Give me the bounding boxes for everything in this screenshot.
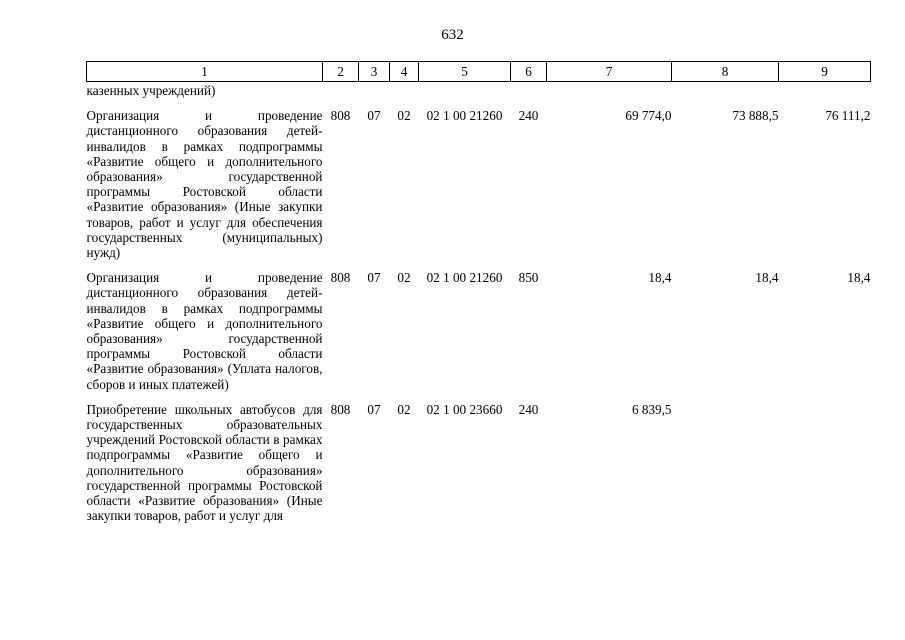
- row-col-3: 07: [367, 108, 381, 124]
- row-col-6: 240: [518, 108, 539, 124]
- header-col-5: 5: [419, 62, 511, 82]
- table-row: [87, 108, 871, 260]
- row-col-4: 02: [397, 401, 411, 417]
- row-col-7: 6 839,5: [631, 401, 672, 417]
- row-description: Организация и проведение дистанционного образования детей-инвалидов в рамках подпрограммы «Развитие общего и дополнительного образования» государственной программы Ростовской области «Развитие образования» (Иные закупки товаров, работ и услуг для обеспечения государственных (муниципальных) нужд): [86, 108, 323, 261]
- row-col-8: 73 888,5: [732, 108, 779, 124]
- table-header: [87, 62, 871, 82]
- row-col-6: 240: [518, 401, 539, 417]
- row-col-3: 07: [367, 401, 381, 417]
- row-col-9: 18,4: [847, 270, 871, 286]
- row-col-8: [672, 402, 779, 524]
- row-col-8: 18,4: [755, 270, 779, 286]
- row-description: Приобретение школьных автобусов для государственных образовательных учреждений Ростовской области в рамках подпрограммы «Развитие общего и дополнительного образования» государственной программы Ростовской области «Развитие образования» (Иные закупки товаров, работ и услуг для: [86, 401, 323, 524]
- row-col-4: 02: [397, 270, 411, 286]
- row-col-5: 02 1 00 21260: [426, 270, 503, 286]
- page-number: 632: [441, 27, 464, 43]
- header-col-8: 8: [672, 62, 779, 82]
- header-col-7: 7: [547, 62, 672, 82]
- row-col-2: 808: [330, 270, 351, 286]
- row-col-5: 02 1 00 23660: [426, 401, 503, 417]
- header-col-9: 9: [779, 62, 871, 82]
- table-body: [87, 82, 871, 524]
- header-row: [87, 62, 871, 82]
- header-col-3: 3: [359, 62, 390, 82]
- continuation-row: [87, 82, 871, 99]
- header-col-6: 6: [511, 62, 547, 82]
- continuation-text: казенных учреждений): [86, 83, 216, 98]
- row-col-3: 07: [367, 270, 381, 286]
- header-col-1: 1: [87, 62, 323, 82]
- row-col-7: 69 774,0: [625, 108, 672, 124]
- row-col-7: 18,4: [648, 270, 672, 286]
- table-row: [87, 270, 871, 392]
- table-row: [87, 402, 871, 524]
- header-col-2: 2: [323, 62, 359, 82]
- row-col-2: 808: [330, 401, 351, 417]
- row-col-2: 808: [330, 108, 351, 124]
- header-col-4: 4: [390, 62, 419, 82]
- row-col-4: 02: [397, 108, 411, 124]
- row-col-5: 02 1 00 21260: [426, 108, 503, 124]
- row-col-9: [779, 402, 871, 524]
- budget-table: [86, 61, 871, 523]
- row-col-9: 76 111,2: [825, 108, 871, 124]
- row-col-6: 850: [518, 270, 539, 286]
- row-description: Организация и проведение дистанционного образования детей-инвалидов в рамках подпрограммы «Развитие общего и дополнительного образования» государственной программы Ростовской области «Развитие образования» (Уплата налогов, сборов и иных платежей): [86, 270, 323, 392]
